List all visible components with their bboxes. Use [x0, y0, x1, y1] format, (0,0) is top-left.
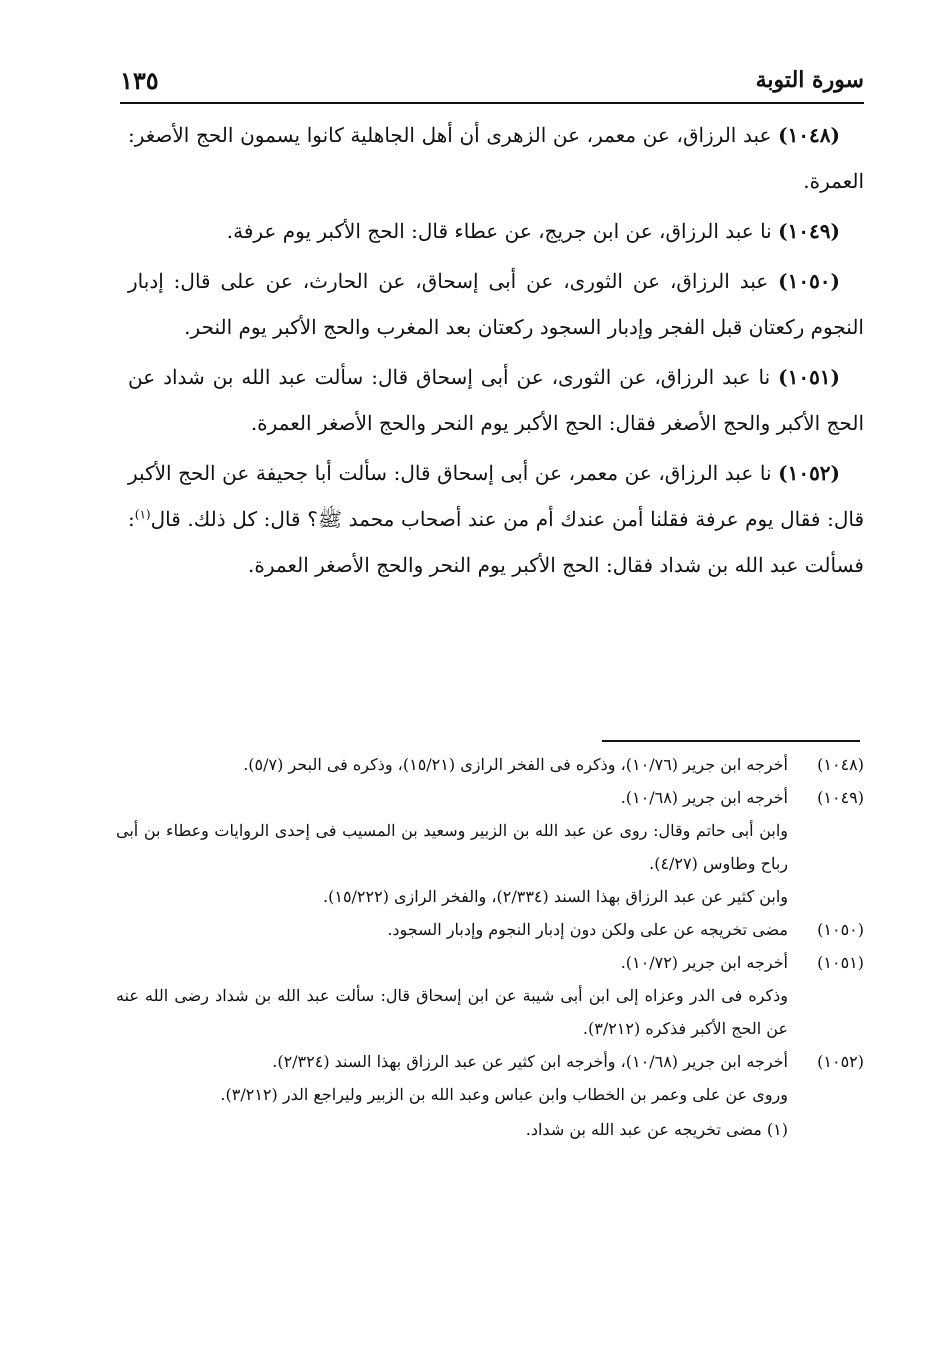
surah-title: سورة التوبة: [755, 67, 864, 93]
note-continuation: وابن أبى حاتم وقال: روى عن عبد الله بن الزبير وسعيد بن المسيب فى إحدى الروايات وعطاء بن أبى رباح وطاوس (٤/٢٧).: [116, 821, 788, 873]
hadith-text: نا عبد الرزاق، عن الثورى، عن أبى إسحاق قال: سألت عبد الله بن شداد عن الحج الأكبر والحج الأصغر فقال: الحج الأكبر يوم النحر والحج الأصغر العمرة.: [128, 365, 864, 435]
note-number: (١٠٤٩): [817, 788, 864, 807]
note-number: (١٠٥٢): [817, 1052, 864, 1071]
note-number: (١٠٥٠): [817, 920, 864, 939]
hadith-text: : فسألت عبد الله بن شداد فقال: الحج الأكبر يوم النحر والحج الأصغر العمرة.: [128, 507, 864, 577]
note-continuation: وابن كثير عن عبد الرزاق بهذا السند (٢/٣٣٤)، والفخر الرازى (١٥/٢٢٢).: [323, 887, 788, 906]
note-1049: [116, 781, 864, 814]
note-1048: [116, 748, 864, 781]
hadith-text: نا عبد الرزاق، عن معمر، عن أبى إسحاق قال: سألت أبا جحيفة عن الحج الأكبر قال: فقال يوم عرفة فقلنا أمن عندك أم من عند أصحاب محمد ﷺ؟ قال: كل ذلك. قال: [128, 461, 864, 531]
notes-section: [116, 748, 864, 1146]
main-text: [128, 112, 864, 592]
footnote-separator: [602, 740, 860, 742]
note-number: (١٠٥١): [817, 953, 864, 972]
hadith-1049: [128, 208, 864, 254]
note-1052: [116, 1045, 864, 1078]
page-number: ١٣٥: [120, 65, 159, 95]
note-number: (١٠٤٨): [817, 755, 864, 774]
hadith-text: نا عبد الرزاق، عن ابن جريج، عن عطاء قال: الحج الأكبر يوم عرفة.: [226, 219, 772, 243]
hadith-number: (١٠٥٠): [778, 269, 841, 293]
note-text: أخرجه ابن جرير (١٠/٦٨).: [620, 788, 788, 807]
note-text: أخرجه ابن جرير (١٠/٦٨)، وأخرجه ابن كثير عن عبد الرزاق بهذا السند (٢/٣٢٤).: [272, 1052, 788, 1071]
hadith-text: عبد الرزاق، عن معمر، عن الزهرى أن أهل الجاهلية كانوا يسمون الحج الأصغر: العمرة.: [128, 123, 864, 193]
hadith-number: (١٠٤٨): [778, 123, 840, 147]
note-1050: [116, 913, 864, 946]
note-1051: [116, 946, 864, 979]
hadith-1052: [128, 450, 864, 588]
hadith-number: (١٠٥١): [778, 365, 841, 389]
note-continuation: وروى عن على وعمر بن الخطاب وابن عباس وعبد الله بن الزبير وليراجع الدر (٣/٢١٢).: [220, 1085, 788, 1104]
page-header: [120, 58, 864, 104]
note-continuation: وذكره فى الدر وعزاه إلى ابن أبى شيبة عن ابن إسحاق قال: سألت عبد الله بن شداد رضى الله عنه عن الحج الأكبر فذكره (٣/٢١٢).: [116, 986, 788, 1038]
hadith-number: (١٠٤٩): [778, 219, 840, 243]
hadith-1051: [128, 354, 864, 446]
hadith-1048: [128, 112, 864, 204]
hadith-1050: [128, 258, 864, 350]
page-footnote: (١) مضى تخريجه عن عبد الله بن شداد.: [525, 1120, 788, 1139]
note-text: مضى تخريجه عن على ولكن دون إدبار النجوم وإدبار السجود.: [387, 920, 788, 939]
footnote-marker: (١): [134, 507, 151, 522]
hadith-number: (١٠٥٢): [778, 461, 841, 485]
hadith-text: عبد الرزاق، عن الثورى، عن أبى إسحاق، عن الحارث، عن على قال: إدبار النجوم ركعتان قبل الفجر وإدبار السجود ركعتان بعد المغرب والحج الأكبر يوم النحر.: [128, 269, 864, 339]
note-text: أخرجه ابن جرير (١٠/٧٦)، وذكره فى الفخر الرازى (١٥/٢١)، وذكره فى البحر (٥/٧).: [243, 755, 788, 774]
note-text: أخرجه ابن جرير (١٠/٧٢).: [620, 953, 788, 972]
